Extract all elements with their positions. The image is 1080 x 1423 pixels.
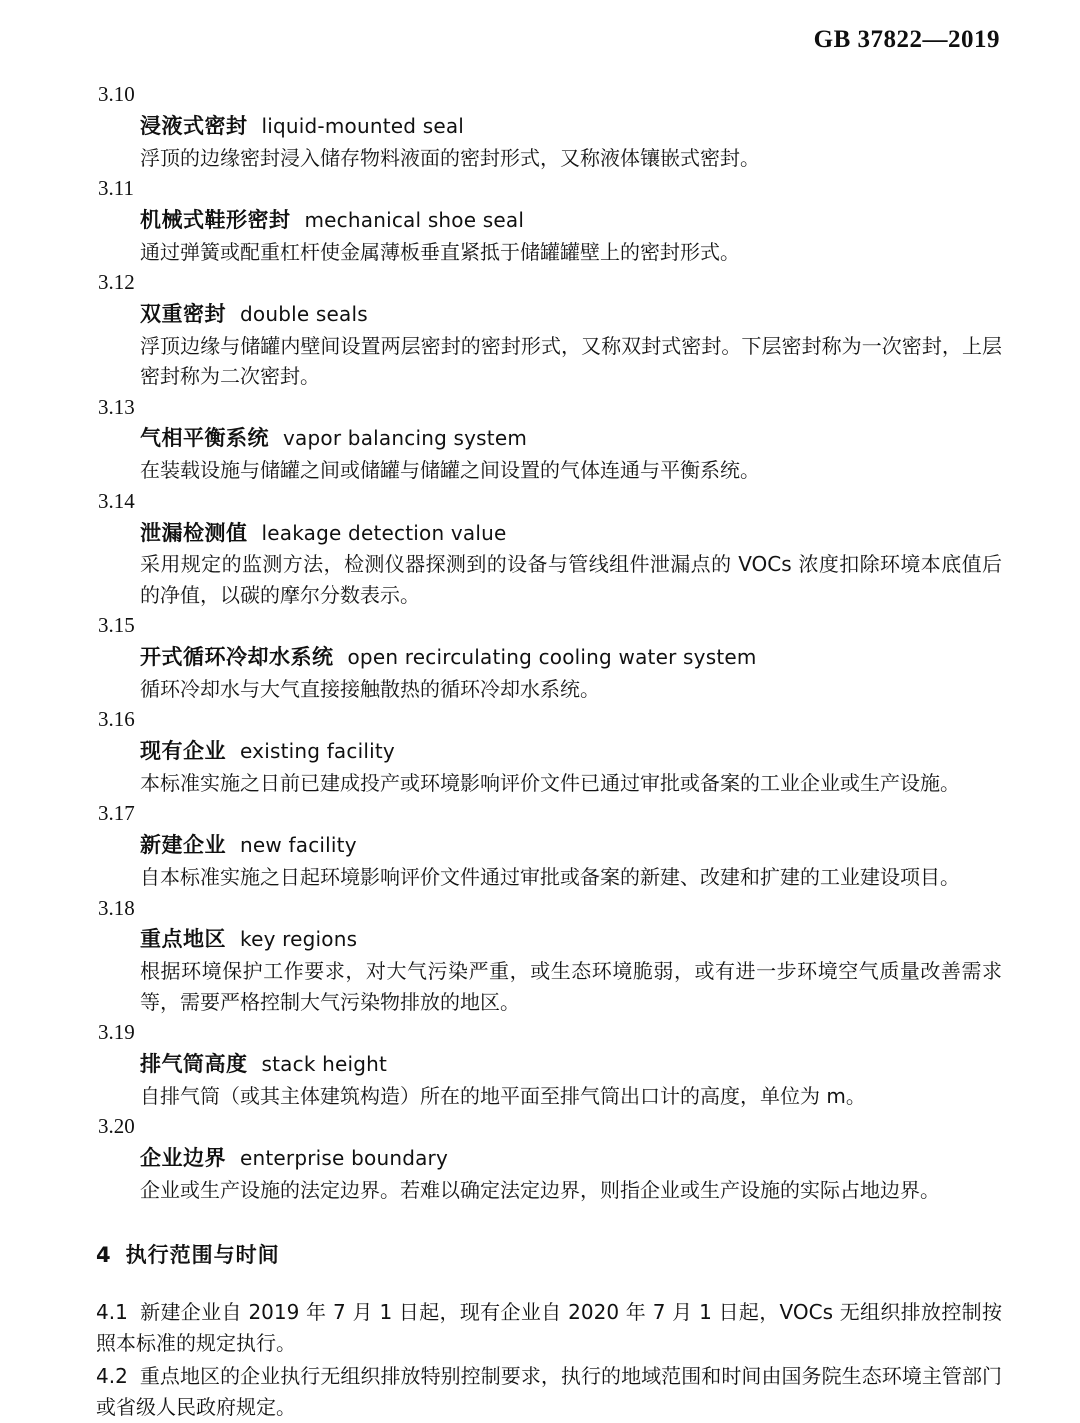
term-number: 3.15 — [98, 613, 135, 638]
term-entry-3-19 — [96, 1018, 1002, 1111]
clause-text: 重点地区的企业执行无组织排放特别控制要求，执行的地域范围和时间由国务院生态环境主管部门或省级人民政府规定。 — [96, 1364, 1002, 1420]
term-number: 3.17 — [98, 801, 135, 826]
term-number: 3.20 — [98, 1114, 135, 1139]
term-name-cn: 双重密封 — [140, 302, 226, 326]
term-definition: 根据环境保护工作要求，对大气污染严重，或生态环境脆弱，或有进一步环境空气质量改善需求等，需要严格控制大气污染物排放的地区。 — [140, 959, 1002, 1014]
term-name-en: key regions — [240, 927, 358, 952]
clause-text: 新建企业自 2019 年 7 月 1 日起，现有企业自 2020 年 7 月 1 日起，VOCs 无组织排放控制按照本标准的规定执行。 — [96, 1300, 1002, 1356]
clause-number: 4.1 — [96, 1300, 128, 1325]
term-name-cn: 重点地区 — [140, 927, 226, 952]
term-name-cn: 新建企业 — [140, 833, 226, 858]
term-name-en: stack height — [261, 1051, 388, 1076]
clause-4-1 — [96, 1297, 1002, 1359]
term-name-en: liquid-mounted seal — [261, 113, 465, 138]
term-name-en: leakage detection value — [261, 520, 507, 545]
term-title — [140, 204, 1002, 236]
term-name-cn: 排气筒高度 — [140, 1051, 248, 1076]
term-name-en: new facility — [240, 833, 357, 858]
term-entry-3-11 — [96, 174, 1002, 267]
term-title — [140, 422, 1002, 454]
term-title — [140, 298, 1002, 330]
term-name-en: open recirculating cooling water system — [347, 645, 757, 670]
term-definition: 浮顶边缘与储罐内壁间设置两层密封的密封形式，又称双封式密封。下层密封称为一次密封，上层密封称为二次密封。 — [140, 333, 1002, 389]
term-title — [140, 735, 1002, 767]
term-definition: 在装载设施与储罐之间或储罐与储罐之间设置的气体连通与平衡系统。 — [140, 458, 760, 483]
term-definition: 循环冷却水与大气直接接触散热的循环冷却水系统。 — [140, 676, 600, 701]
term-title — [140, 829, 1002, 861]
term-definition: 企业或生产设施的法定边界。若难以确定法定边界，则指企业或生产设施的实际占地边界。 — [140, 1177, 940, 1202]
term-number: 3.14 — [98, 488, 135, 513]
term-name-cn: 机械式鞋形密封 — [140, 207, 291, 232]
term-number: 3.12 — [98, 270, 135, 295]
section-number: 4 — [96, 1243, 112, 1268]
term-name-cn: 现有企业 — [140, 739, 226, 764]
term-number: 3.16 — [98, 707, 135, 732]
term-title — [140, 1142, 1002, 1174]
term-entry-3-16 — [96, 705, 1002, 798]
term-name-cn: 开式循环冷却水系统 — [140, 645, 334, 670]
term-entry-3-14 — [96, 487, 1002, 610]
term-name-cn: 气相平衡系统 — [140, 426, 269, 451]
term-number: 3.13 — [98, 394, 135, 419]
term-title — [140, 923, 1002, 955]
term-name-en: enterprise boundary — [240, 1145, 448, 1170]
term-name-cn: 浸液式密封 — [140, 113, 248, 138]
term-entry-3-10 — [96, 80, 1002, 173]
term-number: 3.19 — [98, 1020, 135, 1045]
term-name-en: existing facility — [240, 739, 395, 764]
clause-number: 4.2 — [96, 1364, 128, 1389]
term-entry-3-17 — [96, 799, 1002, 892]
term-entry-3-18 — [96, 894, 1002, 1017]
term-definition: 本标准实施之日前已建成投产或环境影响评价文件已通过审批或备案的工业企业或生产设施。 — [140, 771, 960, 796]
clause-4-2 — [96, 1361, 1002, 1423]
term-entry-3-15 — [96, 611, 1002, 704]
section-title: 执行范围与时间 — [125, 1243, 280, 1268]
term-number: 3.18 — [98, 895, 135, 920]
term-definition: 通过弹簧或配重杠杆使金属薄板垂直紧抵于储罐罐壁上的密封形式。 — [140, 239, 740, 264]
term-name-cn: 企业边界 — [140, 1145, 226, 1170]
term-name-en: vapor balancing system — [283, 426, 528, 451]
term-name-cn: 泄漏检测值 — [140, 520, 248, 545]
term-title — [140, 641, 1002, 673]
term-title — [140, 110, 1002, 142]
term-definition: 采用规定的监测方法，检测仪器探测到的设备与管线组件泄漏点的 VOCs 浓度扣除环境本底值后的净值，以碳的摩尔分数表示。 — [140, 552, 1002, 607]
term-title — [140, 1048, 1002, 1080]
term-number: 3.11 — [98, 176, 134, 201]
term-entry-3-13 — [96, 393, 1002, 486]
section-heading-4 — [96, 1239, 1002, 1269]
term-name-en: mechanical shoe seal — [304, 207, 525, 232]
term-definition: 自排气筒（或其主体建筑构造）所在的地平面至排气筒出口计的高度，单位为 m。 — [140, 1083, 866, 1108]
term-entry-3-12 — [96, 268, 1002, 391]
term-entry-3-20 — [96, 1112, 1002, 1205]
term-number: 3.10 — [98, 82, 135, 106]
term-definition: 浮顶的边缘密封浸入储存物料液面的密封形式，又称液体镶嵌式密封。 — [140, 145, 760, 170]
page-header-standard-code: GB 37822—2019 — [813, 26, 1000, 53]
term-definition: 自本标准实施之日起环境影响评价文件通过审批或备案的新建、改建和扩建的工业建设项目。 — [140, 865, 960, 890]
term-name-en: double seals — [240, 302, 368, 326]
term-title — [140, 517, 1002, 549]
